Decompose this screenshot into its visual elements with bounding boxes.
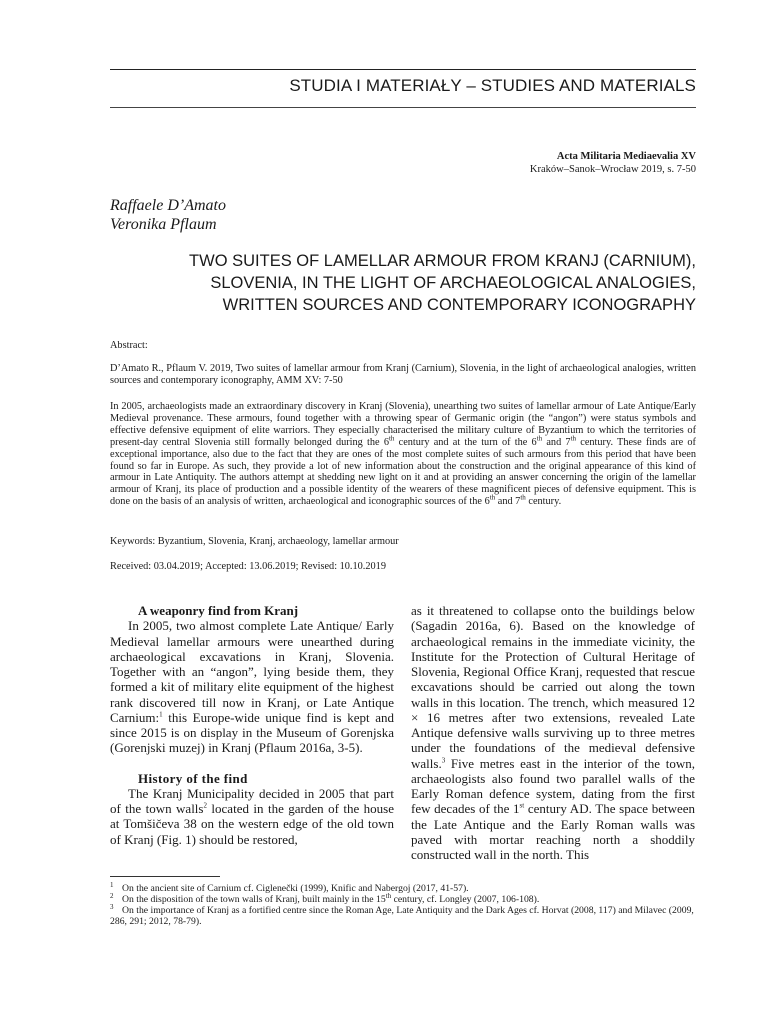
header-rule-top xyxy=(110,69,696,70)
abstract-citation: D’Amato R., Pflaum V. 2019, Two suites of lamellar armour from Kranj (Carnium), Slovenia, in the light of archaeological analogies, written sources and contemporary iconography, AMM XV: 7-50 xyxy=(110,363,696,386)
footnote-ref[interactable]: 1 xyxy=(159,710,163,719)
journal-imprint: Kraków–Sanok–Wrocław 2019, s. 7-50 xyxy=(529,164,696,175)
series-title: STUDIA I MATERIAŁY – STUDIES AND MATERIALS xyxy=(289,76,696,95)
title-line: WRITTEN SOURCES AND CONTEMPORARY ICONOGRAPHY xyxy=(222,296,696,314)
header-rule-bottom xyxy=(110,107,696,108)
article-title xyxy=(136,250,696,316)
section-heading: History of the find xyxy=(138,770,248,786)
title-line: SLOVENIA, IN THE LIGHT OF ARCHAEOLOGICAL ANALOGIES, xyxy=(210,274,696,292)
footnote-ref[interactable]: 3 xyxy=(441,756,446,765)
section-heading: A weaponry find from Kranj xyxy=(138,603,299,618)
authors xyxy=(110,196,226,234)
footnote: $^2$ On the disposition of the town walls of Kranj, built mainly in the 15th century, cf. Longley (2007, 106-108). xyxy=(110,891,540,905)
abstract-text: In 2005, archaeologists made an extraordinary discovery in Kranj (Slovenia), unearthing two suites of lamellar armour of Late Antique/Early Medieval provenance. These armours, found together with a throwing spear of Germanic origin (the “angon”) were status symbols and effective defensive equipment of elite warriors. They especially characterised the military culture of Byzantium to which the territories of present-day central Slovenia still formally belonged during the 6th century and at the turn of the 6th and 7th century. These finds are of exceptional importance, also due to the fact that they are ones of the most complete suites of such armours from this period that have been found so far in Europe. As such, they provide a lot of new information about the construction and the original appearance of this kind of armour in Late Antiquity. The authors attempt at shedding new light on it and at providing an answer concerning the origin of the lamellar armour of Kranj, its place of production and a possible identity of the wearers of these magnificent pieces of defensive equipment. This is done on the basis of an analysis of written, archaeological and iconographic sources of the 6th and 7th century. xyxy=(110,401,696,508)
author-name: Veronika Pflaum xyxy=(110,216,217,233)
journal-name: Acta Militaria Mediaevalia XV xyxy=(556,151,696,162)
abstract-label: Abstract: xyxy=(110,340,148,351)
body-paragraph: as it threatened to collapse onto the buildings below (Sagadin 2016a, 6). Based on the knowledge of archaeological remains in the immediate vicinity, the Institute for the Protection of Cultural Heritage of Slovenia, Regional Office Kranj, requested that rescue excavations should be carried out along the town walls in this location. The trench, which measured 12 × 16 metres after two extensions, revealed Late Antique defensive walls surviving up to three metres under the foundations of the medieval defensive walls.$^3$ Five metres east in the interior of the town, archaeologists also found two parallel walls of the Early Roman defence system, dating from the first few decades of the 1st century AD. The space between the Late Antique and the Early Roman walls was paved with mortar reaching north a shoddily constructed wall in the north. This xyxy=(411,603,695,862)
title-line: TWO SUITES OF LAMELLAR ARMOUR FROM KRANJ (CARNIUM), xyxy=(189,252,696,270)
keywords: Keywords: Byzantium, Slovenia, Kranj, archaeology, lamellar armour xyxy=(110,536,399,547)
body-paragraph: In 2005, two almost complete Late Antique/ Early Medieval lamellar armours were unearthed during archaeological excavations in Kranj, Slovenia. Together with an “angon”, lying beside them, they formed a kit of military elite equipment of the highest rank discovered till now in Kranj, or Late Antique Carnium:$^1$ this Europe-wide unique find is kept and since 2015 is on display in the Museum of Gorenjska (Gorenjski muzej) in Kranj (Pflaum 2016a, 3-5). xyxy=(110,618,394,756)
footnote: $^1$ On the ancient site of Carnium cf. Ciglenečki (1999), Knific and Nabergoj (2017, 41-57). xyxy=(110,880,469,894)
journal-info xyxy=(530,150,696,176)
body-paragraph: The Kranj Municipality decided in 2005 that part of the town walls$^2$ located in the garden of the house at Tomšičeva 38 on the western edge of the old town of Kranj (Fig. 1) should be restored, xyxy=(110,785,395,847)
body-column-left xyxy=(110,603,394,847)
footnote: $^3$ On the importance of Kranj as a fortified centre since the Roman Age, Late Antiquity and the Dark Ages cf. Horvat (2008, 117) and Milavec (2009, 286, 291; 2012, 78-79). xyxy=(110,902,694,927)
received-dates: Received: 03.04.2019; Accepted: 13.06.2019; Revised: 10.10.2019 xyxy=(110,561,386,572)
body-column-right xyxy=(411,603,695,862)
footnote-ref[interactable]: 2 xyxy=(203,801,207,810)
footnotes xyxy=(110,880,696,927)
footnote-rule xyxy=(110,876,220,877)
author-name: Raffaele D’Amato xyxy=(110,197,226,214)
